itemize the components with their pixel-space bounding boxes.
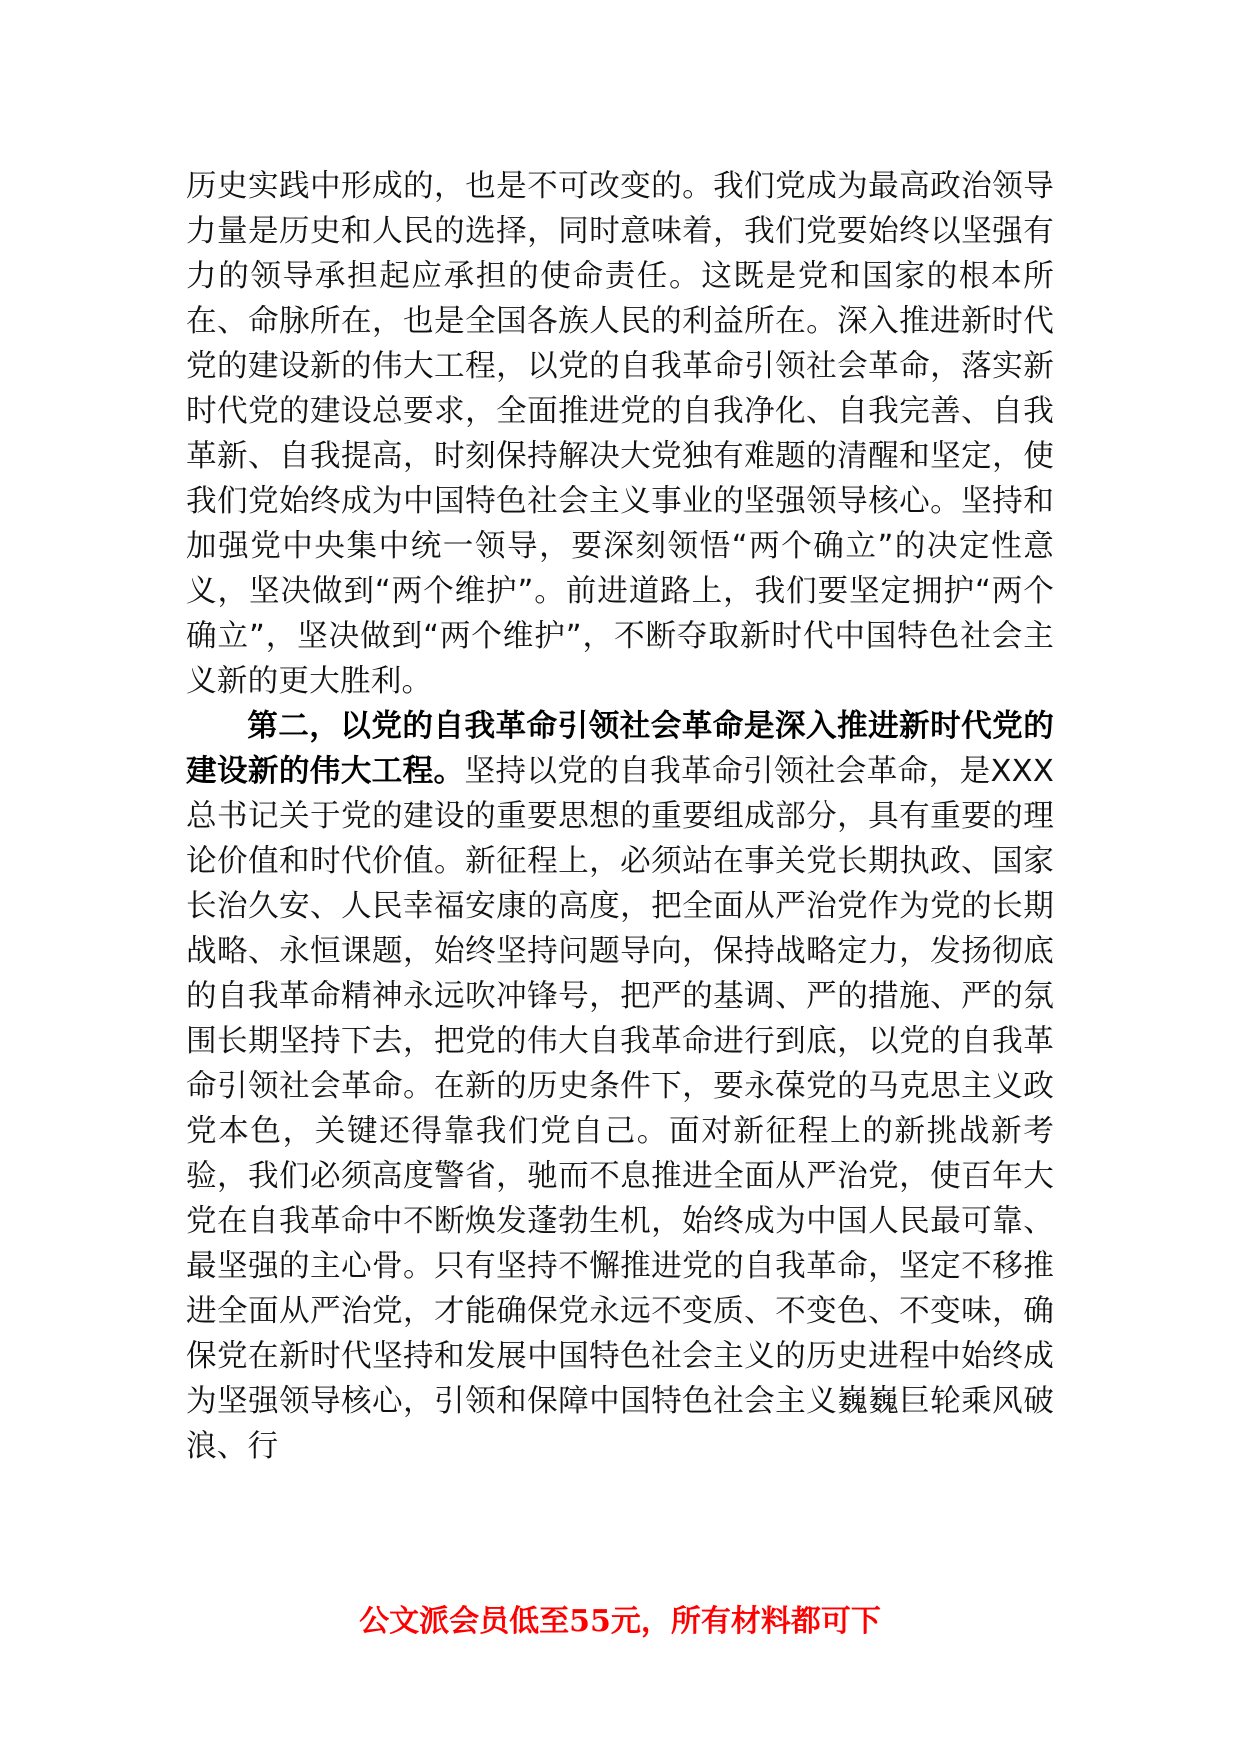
- body-text: [186, 164, 1054, 1469]
- paragraph-1: [186, 164, 1054, 704]
- footer-promo: 公文派会员低至55元，所有材料都可下: [359, 1604, 881, 1639]
- paragraph-2-text: 坚持以党的自我革命引领社会革命，是XXX总书记关于党的建设的重要思想的重要组成部分，具有重要的理论价值和时代价值。新征程上，必须站在事关党长期执政、国家长治久安、人民幸福安康的高度，把全面从严治党作为党的长期战略、永恒课题，始终坚持问题导向，保持战略定力，发扬彻底的自我革命精神永远吹冲锋号，把严的基调、严的措施、严的氛围长期坚持下去，把党的伟大自我革命进行到底，以党的自我革命引领社会革命。在新的历史条件下，要永葆党的马克思主义政党本色，关键还得靠我们党自己。面对新征程上的新挑战新考验，我们必须高度警省，驰而不息推进全面从严治党，使百年大党在自我革命中不断焕发蓬勃生机，始终成为中国人民最可靠、最坚强的主心骨。只有坚持不懈推进党的自我革命，坚定不移推进全面从严治党，才能确保党永远不变质、不变色、不变味，确保党在新时代坚持和发展中国特色社会主义的历史进程中始终成为坚强领导核心，引领和保障中国特色社会主义巍巍巨轮乘风破浪、行: [186, 754, 1054, 1464]
- paragraph-2-lead: 第二，以党的自我革命引领社会革命是深入推进新时代党的建设新的伟大工程。: [186, 709, 1054, 789]
- paragraph-1-text: 历史实践中形成的，也是不可改变的。我们党成为最高政治领导力量是历史和人民的选择，同时意味着，我们党要始终以坚强有力的领导承担起应承担的使命责任。这既是党和国家的根本所在、命脉所在，也是全国各族人民的利益所在。深入推进新时代党的建设新的伟大工程，以党的自我革命引领社会革命，落实新时代党的建设总要求，全面推进党的自我净化、自我完善、自我革新、自我提高，时刻保持解决大党独有难题的清醒和坚定，使我们党始终成为中国特色社会主义事业的坚强领导核心。坚持和加强党中央集中统一领导，要深刻领悟“两个确立”的决定性意义，坚决做到“两个维护”。前进道路上，我们要坚定拥护“两个确立”，坚决做到“两个维护”，不断夺取新时代中国特色社会主义新的更大胜利。: [186, 169, 1054, 699]
- paragraph-2: [186, 704, 1054, 1469]
